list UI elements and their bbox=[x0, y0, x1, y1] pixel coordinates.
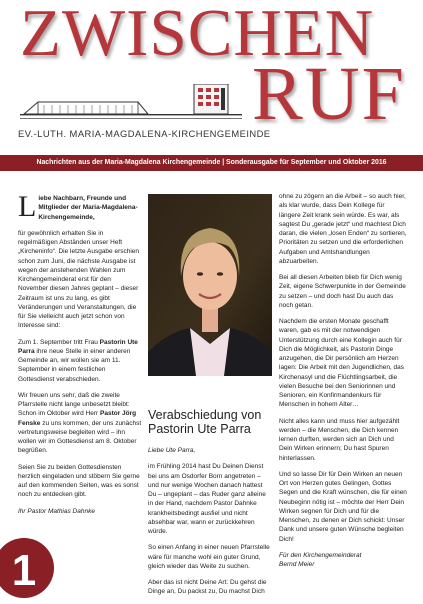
page-number-badge: 1 bbox=[0, 538, 54, 598]
article-paragraph: ohne zu zögern an die Arbeit – so auch hier, als klar wurde, dass Dein Kollege für längere Zeit krank sein würde. Es war, als sagtest Du „gerade jetzt“ und machtest Dich daran, die vielen „losen Enden“ zu sortieren, Prioritäten zu setzen und die erforderlichen Aufgaben und Amtshandlungen abzuarbeiten. bbox=[279, 193, 407, 265]
issue-banner: Nachrichten aus der Maria-Magdalena Kirchengemeinde | Sonderausgabe für September und Oktober 2016 bbox=[0, 155, 423, 171]
article-signature-line1: Für den Kirchengemeinderat bbox=[279, 551, 362, 559]
column-article-continued bbox=[279, 192, 407, 576]
editorial-signature: Ihr Pastor Mathias Dahnke bbox=[18, 507, 95, 515]
article-signature-line2: Bernd Meier bbox=[279, 561, 315, 568]
article-paragraph: Bei all diesen Arbeiten blieb für Dich wenig Zeit, eigene Schwerpunkte in der Gemeinde zu setzen – und doch hast Du auch das noch getan. bbox=[279, 274, 406, 309]
article-paragraph: Und so lasse Dir für Dein Wirken an neuen Ort von Herzen gutes Gelingen, Gottes Segen und die Kraft wünschen, die für einen Neubeginn nötig ist – möchte der Herr Dein Wirken segnen für Dich und für die Menschen, zu denen er Dich schickt: Unser Dank und unsere guten Wünsche begleiten Dich! bbox=[279, 470, 407, 543]
article-paragraph: im Frühling 2014 hast Du Deinen Dienst bei uns am Osdorfer Born angetreten – und nur wenige Wochen danach hattest Du – ungeplant – das Ruder ganz alleine in der Hand, nachdem Pastor Dahnke krankheitsbedingt ausfiel und nicht absehbar war, wann er zurückkehren würde. bbox=[148, 463, 266, 535]
column-article bbox=[148, 446, 272, 604]
church-logo bbox=[18, 84, 244, 130]
masthead-title-line1: ZWISCHEN bbox=[20, 0, 375, 70]
article-headline: Verabschiedung von Pastorin Ute Parra bbox=[148, 408, 262, 436]
editorial-paragraph: Zum 1. September tritt Frau Pastorin Ute Parra ihre neue Stelle in einer anderen Gemeinde an, wir wollen sie am 11. September in einem festlichen Gottesdienst verabschieden. bbox=[18, 338, 138, 383]
editorial-paragraph: für gewöhnlich erhalten Sie in regelmäßigen Abständen unser Heft „Kircheninfo“. Die letzte Ausgabe erschien schon zum Juni, die nächste Ausgabe ist wegen der anstehenden Wahlen zum Kirchengemeinderat erst für den November diesen Jahres geplant – dieser Zeitraum ist uns zu lang, es gibt Veränderungen und Veranstaltungen, die für Sie vielleicht auch jetzt schon von Interesse sind: bbox=[18, 229, 140, 330]
editorial-paragraph: Seien Sie zu beiden Gottesdiensten herzlich eingeladen und stöbern Sie gerne auf den kommenden Seiten, was es sonst noch zu entdecken gibt. bbox=[18, 463, 140, 499]
parish-name: EV.-LUTH. MARIA-MAGDALENA-KIRCHENGEMEINDE bbox=[18, 128, 271, 139]
masthead-title-line2: RUF bbox=[252, 52, 406, 136]
drop-cap: L bbox=[18, 190, 37, 223]
editorial-paragraph: Wir freuen uns sehr, daß die zweite Pfarrstelle nicht lange unbesetzt bleibt: Schon im Oktober wird Herr Pastor Jörg Fenske zu uns kommen, der uns zunächst vertretungsweise begleiten wird – ihn wollen wir im Gottesdienst am 8. Oktober begrüßen. bbox=[18, 391, 142, 455]
article-salutation: Liebe Ute Parra, bbox=[148, 447, 196, 454]
article-paragraph: Nachdem die ersten Monate geschafft waren, gab es mit der notwendigen Unterstützung durch eine Kollegin auch für Dich die Möglichkeit, als Pastorin Dinge anzugehen, die Dir persönlich am Herzen lagen: Die Arbeit mit den Jugendlichen, das Kirchenasyl und die Flüchtlingsarbeit, die vielen Besuche bei den Seniorinnen und Senioren, ein Konfirmandenkurs für Menschen in hohem Alter… bbox=[279, 318, 405, 409]
column-editorial bbox=[18, 190, 142, 523]
article-paragraph: Aber das ist nicht Deine Art: Du gehst die Dinge an, Du packst zu, Du machst Dich bbox=[148, 579, 267, 596]
editorial-greeting: iebe Nachbarn, Freunde und Mitglieder der Maria-Magdalena-Kirchengemeinde, bbox=[38, 195, 138, 221]
portrait-photo bbox=[148, 194, 272, 376]
article-paragraph: Nicht alles kann und muss hier aufgezählt werden – die Menschen, die Dich kennen lernen durften, werden sich an Dich und Dein Wirken erinnern; Du hast Spuren hinterlassen. bbox=[279, 417, 400, 462]
article-paragraph: So einen Anfang in einer neuen Pfarrstelle wäre für manche wohl ein guter Grund, gleich wieder das Weite zu suchen. bbox=[148, 544, 270, 570]
